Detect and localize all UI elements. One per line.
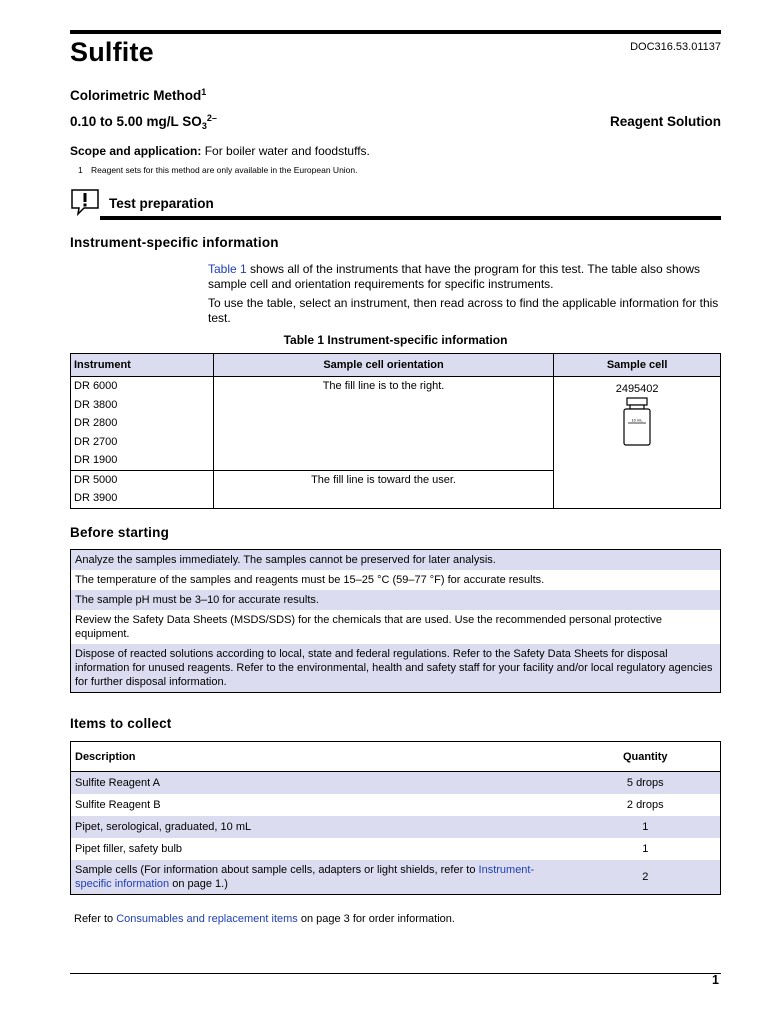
caution-speech-bubble-icon [70, 188, 100, 216]
before-starting-text: Analyze the samples immediately. The samples cannot be preserved for later analysis. [71, 550, 721, 571]
sample-cells-suffix: on page 1.) [169, 877, 228, 890]
sample-cell-icon-label: 10 mL [631, 417, 643, 423]
before-starting-heading: Before starting [70, 525, 170, 540]
item-description: Pipet, serological, graduated, 10 mL [71, 816, 571, 838]
range-text: 0.10 to 5.00 mg/L SO [70, 114, 202, 129]
consumables-link[interactable]: Consumables and replacement items [116, 913, 298, 925]
orientation-1: The fill line is to the right. [213, 377, 553, 471]
col-sample-cell: Sample cell [554, 354, 721, 377]
item-row [71, 860, 721, 895]
instrument-group-1 [71, 377, 721, 471]
method-name [70, 88, 206, 103]
top-rule [70, 30, 721, 34]
range-subscript: 3 [201, 121, 207, 131]
before-starting-row [71, 550, 721, 571]
instrument-item: DR 2800 [74, 417, 118, 429]
instrument-info-heading: Instrument-specific information [70, 235, 279, 250]
item-row [71, 838, 721, 860]
item-quantity: 1 [642, 842, 649, 855]
col-instrument: Instrument [71, 354, 214, 377]
table-1-link[interactable]: Table 1 [208, 262, 247, 276]
instrument-table [70, 353, 721, 509]
items-table [70, 741, 721, 895]
col-quantity: Quantity [571, 742, 721, 772]
before-starting-table [70, 549, 721, 693]
instrument-item: DR 3800 [74, 398, 118, 411]
reagent-type: Reagent Solution [610, 114, 721, 129]
before-starting-text: Review the Safety Data Sheets (MSDS/SDS) for the chemicals that are used. Use the recommended personal protective equipment. [71, 610, 721, 644]
instrument-info-paragraph-1 [208, 262, 721, 291]
refer-prefix: Refer to [74, 913, 117, 925]
test-preparation-rule [100, 216, 721, 220]
before-starting-text: Dispose of reacted solutions according to local, state and federal regulations. Refer to the Safety Data Sheets for disposal information for unused reagents. Refer to the environmental, health and safety staff for your facility and/or local regulatory agencies for further disposal information. [71, 644, 721, 693]
measurement-range [70, 114, 217, 129]
instrument-list-1 [71, 377, 214, 471]
sample-cell [554, 377, 721, 509]
footnote-mark: 1 [78, 165, 83, 175]
item-description: Sulfite Reagent A [71, 772, 571, 794]
scope-text: For boiler water and foodstuffs. [201, 144, 370, 158]
bottom-rule [70, 973, 721, 974]
item-description: Pipet filler, safety bulb [75, 842, 183, 855]
instrument-list-2 [71, 470, 214, 508]
item-row [71, 772, 721, 794]
sample-cell-bottle-icon [622, 397, 652, 447]
page-number: 1 [712, 973, 719, 987]
items-to-collect-heading: Items to collect [70, 716, 172, 731]
sample-cell-number: 2495402 [615, 383, 659, 395]
item-description: Sulfite Reagent B [75, 798, 161, 811]
item-row [71, 816, 721, 838]
item-quantity: 1 [571, 816, 721, 838]
method-footnote-mark: 1 [201, 87, 207, 97]
refer-suffix: on page 3 for order information. [297, 913, 455, 925]
item-quantity: 2 [571, 860, 721, 895]
before-starting-row [71, 610, 721, 644]
table-1-caption: Table 1 Instrument-specific information [283, 333, 508, 347]
col-description: Description [71, 742, 571, 772]
paragraph-1-text: shows all of the instruments that have the program for this test. The table also shows sample cell and orientation requirements for specific instruments. [208, 262, 701, 291]
scope-label: Scope and application: [70, 144, 202, 158]
item-quantity: 2 drops [626, 798, 664, 811]
footnote-text: Reagent sets for this method are only available in the European Union. [91, 165, 358, 175]
instrument-item: DR 3900 [74, 492, 118, 504]
document-number: DOC316.53.01137 [630, 41, 721, 53]
col-orientation: Sample cell orientation [213, 354, 553, 377]
before-starting-text: The sample pH must be 3–10 for accurate results. [71, 590, 721, 610]
item-row [71, 794, 721, 816]
items-table-header [71, 742, 721, 772]
before-starting-row [71, 590, 721, 610]
footnote [78, 165, 358, 175]
instrument-item: DR 5000 [74, 473, 118, 486]
before-starting-text: The temperature of the samples and reagents must be 15–25 °C (59–77 °F) for accurate results. [71, 570, 721, 590]
item-quantity: 5 drops [571, 772, 721, 794]
before-starting-row [71, 570, 721, 590]
orientation-2: The fill line is toward the user. [213, 470, 553, 508]
range-superscript: 2– [206, 113, 217, 123]
instrument-item: DR 6000 [74, 380, 118, 392]
instrument-table-header [71, 354, 721, 377]
instrument-info-paragraph-2: To use the table, select an instrument, then read across to find the applicable information for this test. [208, 296, 719, 325]
instrument-specific-info-link[interactable]: Instrument-specific information [75, 863, 535, 890]
document-title: Sulfite [70, 37, 154, 67]
instrument-item: DR 1900 [74, 454, 118, 466]
refer-note [74, 913, 455, 925]
method-label: Colorimetric Method [70, 88, 202, 103]
sample-cells-text: Sample cells (For information about sample cells, adapters or light shields, refer to [75, 863, 479, 876]
before-starting-row [71, 644, 721, 693]
instrument-item: DR 2700 [74, 435, 118, 448]
test-preparation-heading: Test preparation [109, 196, 214, 211]
scope-and-application [70, 144, 370, 158]
item-description [71, 860, 571, 895]
